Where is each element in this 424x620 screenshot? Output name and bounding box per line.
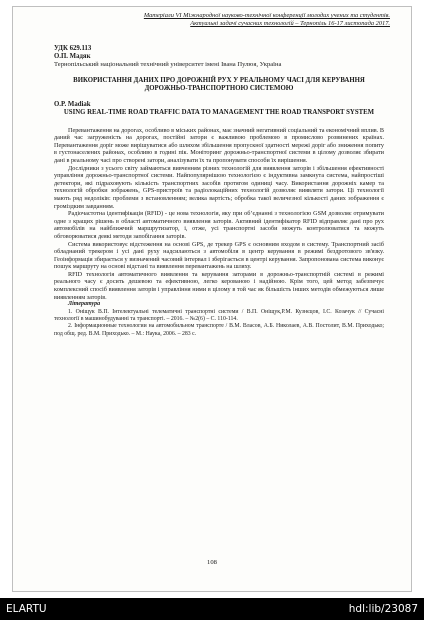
author-en: O.P. Madiak bbox=[54, 101, 91, 109]
reference-item: 1. Оніщук В.П. Інтелектуальні телематичні транспортні системи / В.П. Оніщук,Р.М. Кузнєцов, І.С. Козачук // Сучасні технології в машинобудуванні та транспорті. – 2016. – №2(6) – С. 110-114. bbox=[54, 308, 384, 323]
conference-header-line-1: Матеріали VI Міжнародної науково-технічної конференції молодих учених та студентів. bbox=[143, 12, 390, 19]
affiliation: Тернопільський національний технічний університет імені Івана Пулюя, Україна bbox=[54, 61, 282, 68]
page-number: 108 bbox=[207, 559, 217, 566]
author-ua: О.П. Мадяк bbox=[54, 53, 91, 60]
paragraph: Радіочастотна ідентифікація (RFID) - це нова технологія, яку при об’єднанні з технологією GSM дозволяє отримувати одне з кращих рішень в області автоматичного виявлення заторів. Активний ідентифікатор RFID відправляє дані про рух автомобілів на найближчий маршрутизатор, і, отже, усі транспортні засоби можуть контролюватися та можуть обговорюватися деякі методи запобігання заторів. bbox=[54, 210, 384, 240]
paragraph: Система використовує відстеження на основі GPS, де трекер GPS є основним входом в систему. Транспортний засіб обладнаний трекером і усі дані руху надсилаються з автомобіля в центр керування в режимі бездротового зв'язку. Геоінформація збирається у визначений часовий інтервал і зберігається в центрі керування. Запропонована система виконує пошук маршруту на основі відстані та виявлення перевантажень на шляху. bbox=[54, 240, 384, 271]
repository-name: ELARTU bbox=[6, 603, 47, 615]
paragraph: RFID технологія автоматичного виявлення та керування заторами в дорожньо-транспортній системі в режимі реального часу є досить дешевою та ефективною, легко керованою і надійною. Крім того, цей метод забезпечує комплексний спосіб виявлення заторів і управління ними в цілому в той час як більшість інших методів обмежуються лише виявленням заторів. bbox=[54, 270, 384, 301]
reference-item: 2. Інформационные технологии на автомобильном транспорте / В.М. Власов, А.Б. Николаев, А.В. Постолит, В.М. Приходько; под общ. ред. В.М. Приходько. – М.: Наука, 2006. – 283 с. bbox=[54, 323, 384, 337]
conference-header-line-2: Актуальні задачі сучасних технологій – Тернопіль 16-17 листопада 2017. bbox=[190, 20, 390, 27]
title-ua: ВИКОРИСТАННЯ ДАНИХ ПРО ДОРОЖНІЙ РУХ У РЕАЛЬНОМУ ЧАСІ ДЛЯ КЕРУВАННЯ ДОРОЖНЬО-ТРАНСПОРТНОЮ СИСТЕМОЮ bbox=[73, 77, 365, 93]
paragraph: Перевантаження на дорогах, особливо в міських районах, має значний негативний соціальний та економічний вплив. В даний час загруженість на дорогах, постійні затори є важливою проблемою в промислово розвинених країнах. Перевантаження доріг може вирішуватися або шляхом збільшення пропускної здатності мережі доріг або зниження попиту в густонаселених районах, особливо в годині пік. Моніторинг дорожньо-транспортної системи в цілому дозволяє збирати дані в реальному часі про створені затори, аналізувати їх та пропонувати способи їх вирішення. bbox=[54, 126, 384, 164]
article-body bbox=[54, 45, 384, 338]
udc-code: УДК 629.113 bbox=[54, 45, 92, 52]
handle-identifier: hdl:lib/23087 bbox=[348, 603, 418, 615]
literature-heading: Література bbox=[68, 301, 101, 308]
paragraph: Дослідники з усього світу займаються вивченням різних технологій для виявлення заторів і збільшення ефективності управління дорожньо-транспортної системи. Найпопулярнішою технологією є індуктивна замкнута система, найпростіші детектори, які підраховують кількість транспортних засобів протягом одиниці часу. Використання дорожніх камер та технологій обробки зображень, GPS-пристроїв та радіолокаційних технологій дозволяє виявляти затори. Ці технології мають ряд недоліків: проблеми з встановленням; велика вартість; обробка такої величезної кількості даних зображення є громіздким завданням. bbox=[54, 164, 384, 210]
title-en: USING REAL-TIME ROAD TRAFFIC DATA TO MANAGEMENT THE ROAD TRANSPORT SYSTEM bbox=[63, 109, 375, 117]
